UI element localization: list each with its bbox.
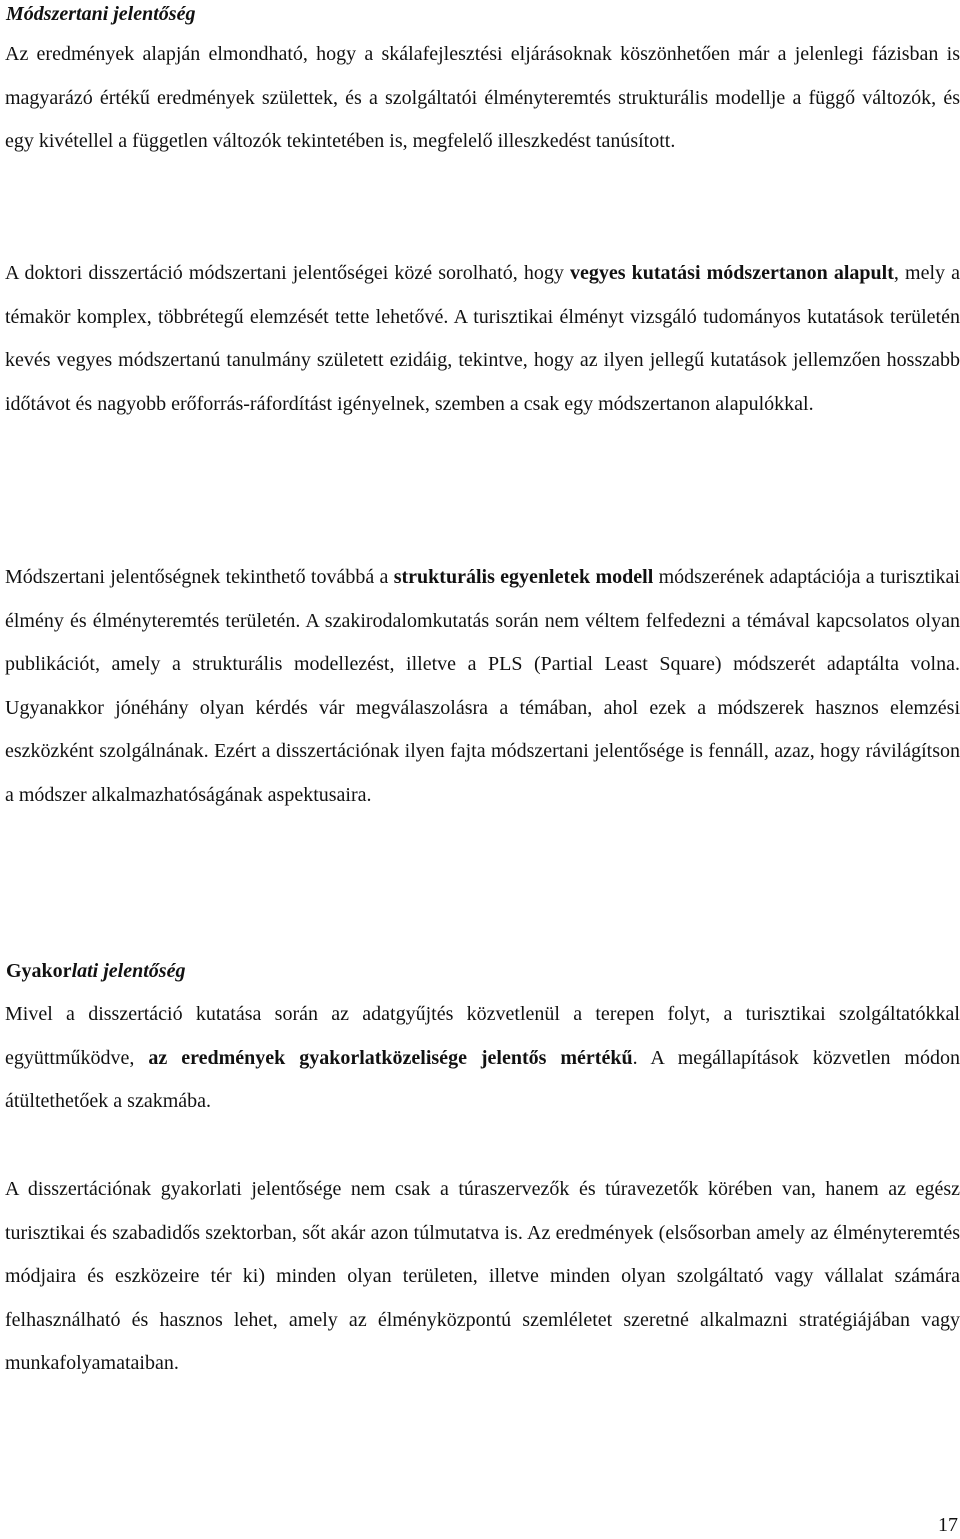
paragraph-methodological-3: Módszertani jelentőségnek tekinthető továbbá a strukturális egyenletek modell módszerének adaptációja a turisztikai élmény és élményteremtés területén. A szakirodalomkutatás során nem véltem felfedezni a témával kapcsolatos olyan publikációt, amely a strukturális modellezést, illetve a PLS (Partial Least Square) módszerét adaptálta volna. Ugyanakkor jónéhány olyan kérdés vár megválaszolásra a témában, ahol ezek a módszerek hasznos elemzési eszközként szolgálnának. Ezért a disszertációnak ilyen fajta módszertani jelentősége is fennáll, azaz, hogy rávilágítson a módszer alkalmazhatóságának aspektusaira.: [5, 566, 960, 806]
emphasis-practical-relevance: az eredmények gyakorlatközelisége jelentős mértékű: [148, 1046, 633, 1069]
paragraph-practical-1: Mivel a disszertáció kutatása során az adatgyűjtés közvetlenül a terepen folyt, a turisztikai szolgáltatókkal együttműködve, az eredmények gyakorlatközelisége jelentős mértékű. A megállapítások közvetlen módon átültethetőek a szakmába.: [5, 1003, 960, 1112]
paragraph-methodological-1: Az eredmények alapján elmondható, hogy a skálafejlesztési eljárásoknak köszönhetően már a jelenlegi fázisban is magyarázó értékű eredmények születtek, és a szolgáltatói élményteremtés strukturális modellje a függő változók, és egy kivétellel a független változók tekintetében is, megfelelő illeszkedést tanúsított.: [5, 43, 960, 152]
paragraph-practical-2: A disszertációnak gyakorlati jelentősége nem csak a túraszervezők és túravezetők körében van, hanem az egész turisztikai és szabadidős szektorban, sőt akár azon túlmutatva is. Az eredmények (elsősorban amely az élményteremtés módjaira és eszközeire tér ki) minden olyan területen, illetve minden olyan szolgáltató vagy vállalat számára felhasználható és hasznos lehet, amely az élményközpontú szemléletet szeretné alkalmazni stratégiájában vagy munkafolyamataiban.: [5, 1178, 960, 1374]
page-number: 17: [938, 1514, 958, 1536]
section-heading-methodological: Módszertani jelentőség: [6, 3, 196, 25]
paragraph-methodological-2: A doktori disszertáció módszertani jelentőségei közé sorolható, hogy vegyes kutatási módszertanon alapult, mely a témakör komplex, többrétegű elemzését tette lehetővé. A turisztikai élményt vizsgáló tudományos kutatások területén kevés vegyes módszertanú tanulmány született ezidáig, tekintve, hogy az ilyen jellegű kutatások jellemzően hosszabb időtávot és nagyobb erőforrás-ráfordítást igényelnek, szemben a csak egy módszertanon alapulókkal.: [5, 262, 960, 415]
emphasis-sem-model: strukturális egyenletek modell: [393, 566, 654, 588]
emphasis-mixed-methods: vegyes kutatási módszertanon alapult: [569, 262, 894, 284]
section-heading-practical: Gyakorlati jelentőség: [6, 960, 186, 982]
